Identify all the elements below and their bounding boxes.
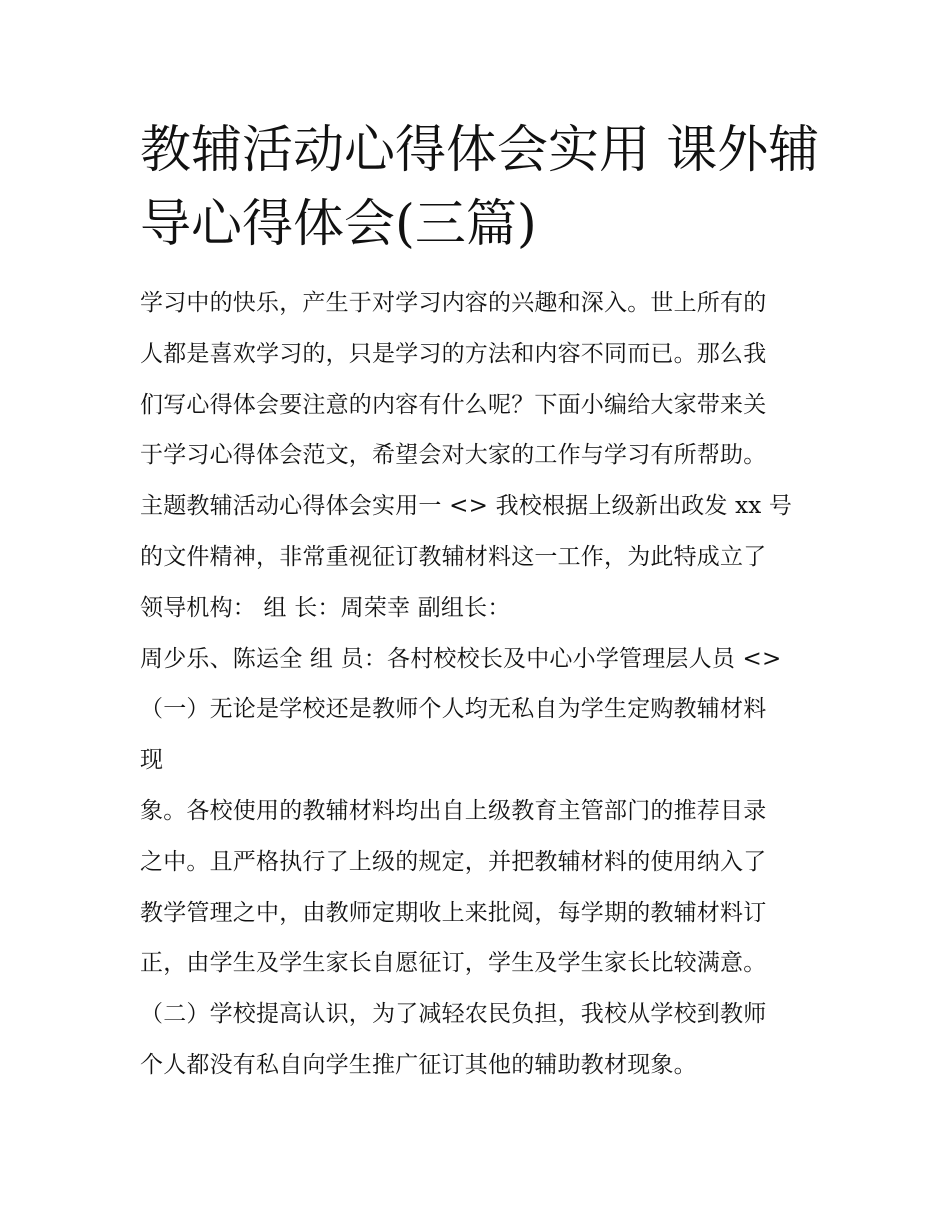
body-line: 学习中的快乐，产生于对学习内容的兴趣和深入。世上所有的 (140, 290, 767, 316)
body-line: 之中。且严格执行了上级的规定，并把教辅材料的使用纳入了 (140, 848, 767, 875)
body-line: 领导机构： 组 长：周荣幸 副组长： (140, 594, 511, 621)
body-line: 的文件精神，非常重视征订教辅材料这一工作，为此特成立了 (140, 543, 767, 570)
title-line: 教辅活动心得体会实用 课外辅 (140, 121, 820, 180)
body-line: 个人都没有私自向学生推广征订其他的辅助教材现象。 (140, 1051, 697, 1078)
body-line: 象。各校使用的教辅材料均出自上级教育主管部门的推荐目录 (140, 797, 767, 824)
body-line: 们写心得体会要注意的内容有什么呢？下面小编给大家带来关 (140, 391, 767, 418)
body-line: 人都是喜欢学习的，只是学习的方法和内容不同而已。那么我 (140, 340, 767, 367)
body-line: 正，由学生及学生家长自愿征订，学生及学生家长比较满意。 (140, 950, 767, 977)
body-line: （一）无论是学校还是教师个人均无私自为学生定购教辅材料 (140, 696, 767, 723)
document-body (140, 278, 820, 1091)
body-line: 于学习心得体会范文，希望会对大家的工作与学习有所帮助。 (140, 442, 767, 469)
body-line: 周少乐、陈运全 组 员：各村校校长及中心小学管理层人员 <> (140, 645, 782, 672)
body-line: 教学管理之中，由教师定期收上来批阅，每学期的教辅材料订 (140, 899, 767, 926)
title-line: 导心得体会(三篇) (140, 195, 537, 254)
body-line: 现 (140, 747, 164, 774)
body-line: 主题教辅活动心得体会实用一 <> 我校根据上级新出政发 xx 号 (140, 493, 793, 520)
body-line: （二）学校提高认识，为了减轻农民负担，我校从学校到教师 (140, 1001, 767, 1028)
document-title (140, 114, 820, 262)
